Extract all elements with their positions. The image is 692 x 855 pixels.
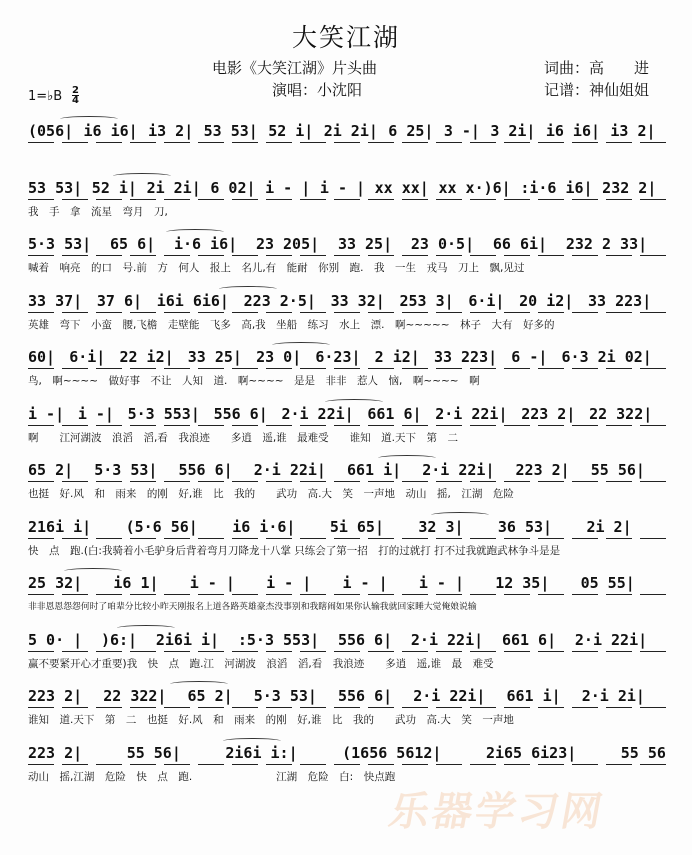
measure: 65 6| bbox=[110, 235, 156, 253]
measure: i6 i6| bbox=[83, 122, 138, 140]
lyric-row: 谁知 道.天下 第 二 也挺 好.风 和 雨来 的刚 好,谁 比 我的 武功 高.大 笑 一声地 bbox=[28, 714, 514, 726]
slur-mark bbox=[166, 229, 224, 235]
lyric-row: 我 手 拿 流星 弯月 刀, bbox=[28, 205, 168, 218]
time-signature bbox=[72, 86, 79, 105]
measure: 2i 2i| bbox=[323, 122, 378, 140]
slur-mark bbox=[272, 342, 330, 348]
measure: xx xx| bbox=[374, 178, 429, 197]
measure: 6·23| bbox=[315, 348, 361, 366]
notation-row bbox=[28, 631, 666, 649]
lyric-row: 啊 江河湖波 浪滔 滔,看 我浪迹 多逍 遥,谁 最难受 谁知 道.天下 第 二 bbox=[28, 431, 459, 444]
measure: 12 35| bbox=[495, 574, 550, 592]
beam-lines bbox=[28, 764, 666, 765]
measure: i6 1| bbox=[113, 574, 159, 592]
measure: 23 0| bbox=[256, 348, 302, 366]
beam-lines bbox=[28, 481, 666, 482]
measure: 23 205| bbox=[255, 235, 320, 253]
beam-lines bbox=[28, 425, 666, 426]
beam-lines bbox=[28, 651, 666, 652]
measure: 2·i 22i| bbox=[413, 687, 486, 705]
measure: 2·i 22i| bbox=[422, 461, 495, 479]
beam-lines bbox=[28, 707, 666, 708]
beam-lines bbox=[28, 368, 666, 369]
measure: 6·i| bbox=[468, 291, 505, 310]
measure: :5·3 553| bbox=[237, 630, 320, 649]
notation-row bbox=[28, 292, 666, 310]
measure: 33 25| bbox=[187, 348, 242, 366]
measure: 52 i| bbox=[268, 122, 314, 140]
measure: 23 0·5| bbox=[410, 235, 475, 253]
notation-row bbox=[28, 461, 666, 479]
measure: 223 2| bbox=[28, 687, 83, 705]
slur-mark bbox=[325, 399, 383, 405]
measure: i3 2| bbox=[610, 122, 656, 140]
measure: 55 56| bbox=[126, 743, 181, 762]
measure: 5·3 553| bbox=[127, 404, 200, 423]
slur-mark bbox=[170, 681, 228, 687]
measure: 2i 2| bbox=[586, 517, 632, 536]
beam-lines bbox=[28, 538, 666, 539]
measure: 37 6| bbox=[96, 291, 143, 310]
measure: 556 6| bbox=[213, 404, 268, 423]
measure: 223 2·5| bbox=[243, 291, 316, 310]
measure: i - | bbox=[418, 574, 464, 592]
lyric-row: 英雄 弯下 小蛮 腰,飞檐 走壁能 飞多 高,我 坐船 练习 水上 漂. 啊~~~~~ 林子 大有 好多的 bbox=[28, 318, 555, 331]
slur-mark bbox=[113, 173, 171, 179]
measure: i - | bbox=[266, 574, 312, 592]
measure: 223 2| bbox=[521, 404, 576, 423]
measure: 5·3 53| bbox=[253, 687, 317, 705]
beam-lines bbox=[28, 312, 666, 313]
measure: )6:| bbox=[100, 630, 138, 649]
lyric-row: 赢不要紧开心才重要)我 快 点 跑.江 河湖波 浪滔 滔,看 我浪迹 多逍 遥,谁 最 难受 bbox=[28, 657, 494, 670]
notation-row bbox=[28, 744, 666, 762]
measure: i6i 6i6| bbox=[156, 291, 229, 310]
measure: xx x·)6| bbox=[438, 178, 511, 197]
slur-mark bbox=[64, 568, 122, 574]
measure: 661 i| bbox=[506, 687, 561, 705]
notation-row bbox=[28, 179, 666, 197]
measure: i - | bbox=[265, 178, 311, 197]
measure: 2i6i i| bbox=[155, 630, 220, 649]
measure: 66 6i| bbox=[492, 235, 548, 253]
measure: 2·i 22i| bbox=[281, 404, 354, 423]
measure: i -| bbox=[77, 404, 114, 423]
slur-mark bbox=[219, 286, 277, 292]
singer: 演唱：小沈阳 bbox=[272, 81, 363, 99]
measure: 3 2i| bbox=[490, 122, 536, 140]
measure: 53 53| bbox=[28, 178, 83, 197]
measure: 60| bbox=[28, 348, 56, 366]
key-signature: 1=♭B bbox=[28, 89, 63, 104]
measure: 5i 65| bbox=[329, 517, 384, 536]
composer: 词曲：高 进 bbox=[544, 59, 650, 77]
measure: 6 02| bbox=[210, 178, 256, 197]
subtitle: 电影《大笑江湖》片头曲 bbox=[212, 59, 378, 77]
measure: 20 i2| bbox=[519, 291, 574, 310]
measure: i·6 i6| bbox=[173, 235, 238, 253]
measure: 253 3| bbox=[399, 291, 454, 310]
time-denominator: 4 bbox=[72, 95, 79, 106]
slur-mark bbox=[117, 625, 175, 631]
measure: 6 25| bbox=[388, 122, 434, 140]
measure: 2i65 6i23| bbox=[485, 743, 577, 762]
measure: 223 2| bbox=[515, 461, 570, 479]
notation-row bbox=[28, 687, 666, 705]
measure: i6 i·6| bbox=[232, 517, 296, 536]
measure: 5 0· | bbox=[28, 630, 83, 649]
measure: 52 i| bbox=[91, 178, 137, 197]
notation-row bbox=[28, 518, 666, 536]
lyric-row: 非非恩恩怨怨何时了咱辈分比较小昨天刚报名上道各路英雄豪杰没事别和我瞎闹如果你认输我就回家睡大觉俺娘说输 bbox=[28, 602, 477, 612]
measure: 33 223| bbox=[588, 291, 652, 310]
notation-row bbox=[28, 574, 666, 592]
slur-mark bbox=[431, 512, 489, 518]
measure: 65 2| bbox=[187, 687, 233, 705]
measure: 33 32| bbox=[330, 291, 385, 310]
measure: i -| bbox=[28, 404, 65, 423]
measure: 556 6| bbox=[178, 461, 233, 479]
measure: 2·i 22i| bbox=[435, 404, 508, 423]
measure: 55 56| bbox=[590, 461, 645, 479]
measure: i - | bbox=[319, 178, 366, 197]
measure: 6 -| bbox=[511, 348, 548, 366]
measure: 32 3| bbox=[418, 517, 464, 536]
measure: 3 -| bbox=[443, 122, 480, 140]
watermark-logo: 乐器学习网 bbox=[385, 788, 609, 835]
measure: 55 56 bbox=[620, 743, 666, 762]
measure: 232 2| bbox=[602, 178, 657, 197]
measure: 5·3 53| bbox=[94, 461, 158, 479]
slur-mark bbox=[378, 455, 436, 461]
measure: 223 2| bbox=[28, 743, 83, 762]
measure: 556 6| bbox=[337, 630, 393, 649]
lyric-row: 动山 摇,江湖 危险 快 点 跑. 江湖 危险 白: 快点跑 bbox=[28, 770, 396, 783]
time-numerator: 2 bbox=[72, 85, 79, 96]
measure: 6·3 2i 02| bbox=[561, 348, 652, 366]
measure: 2·i 22i| bbox=[253, 461, 326, 479]
measure: 33 37| bbox=[28, 291, 83, 310]
measure: i - | bbox=[189, 574, 235, 592]
notation-row bbox=[28, 405, 666, 423]
measure: i3 2| bbox=[148, 122, 194, 140]
beam-lines bbox=[28, 199, 666, 200]
measure: 2·i 2i| bbox=[581, 687, 645, 705]
measure: 22 i2| bbox=[119, 348, 174, 366]
beam-lines bbox=[28, 594, 666, 595]
notation-row bbox=[28, 235, 666, 253]
measure: 661 i| bbox=[347, 461, 402, 479]
measure: 216i i| bbox=[28, 517, 92, 536]
measure: 36 53| bbox=[497, 517, 553, 536]
song-title: 大笑江湖 bbox=[291, 23, 400, 52]
slur-mark bbox=[223, 738, 281, 744]
measure: 22 322| bbox=[103, 687, 167, 705]
measure: 5·3 53| bbox=[28, 235, 92, 253]
lyric-row: 快 点 跑.(白:我骑着小毛驴身后背着弯月刀降龙十八掌 只练会了第一招 打的过就打 打不过我就跑武林争斗是是 bbox=[28, 544, 561, 557]
measure: 661 6| bbox=[501, 630, 557, 649]
lyric-row: 喊着 响亮 的口 号.前 方 何人 报上 名儿,有 能耐 你别 跑. 我 一生 戎马 刀上 飘,见过 bbox=[28, 262, 525, 274]
measure: 2·i 22i| bbox=[410, 630, 484, 649]
measure: 25 32| bbox=[28, 574, 83, 592]
measure: 661 6| bbox=[367, 404, 422, 423]
measure: (1656 5612| bbox=[342, 743, 442, 762]
measure: 33 25| bbox=[337, 235, 393, 253]
measure: i - | bbox=[342, 574, 388, 592]
measure: 556 6| bbox=[337, 687, 393, 705]
measure: 53 53| bbox=[203, 122, 258, 140]
measure: :i·6 i6| bbox=[520, 178, 593, 197]
slur-mark bbox=[60, 116, 118, 122]
notation-row bbox=[28, 122, 666, 140]
lyric-row: 鸟, 啊~~~~ 做好事 不让 人知 道. 啊~~~~ 是是 非非 惹人 恼, 啊~~~~ 啊 bbox=[28, 375, 480, 387]
measure: 05 55| bbox=[580, 574, 635, 592]
measure: (056| bbox=[28, 122, 74, 140]
measure: 6·i| bbox=[69, 348, 106, 366]
measure: 65 2| bbox=[28, 461, 74, 479]
transcriber: 记谱：神仙姐姐 bbox=[544, 81, 650, 99]
measure: i6 i6| bbox=[545, 122, 601, 140]
measure: 2·i 22i| bbox=[574, 630, 648, 649]
measure: 2i 2i| bbox=[146, 178, 201, 197]
measure: (5·6 56| bbox=[125, 517, 198, 536]
notation-row bbox=[28, 348, 666, 366]
measure: 22 322| bbox=[589, 404, 653, 423]
beam-lines bbox=[28, 142, 666, 143]
beam-lines bbox=[28, 255, 666, 256]
lyric-row: 也挺 好.风 和 雨来 的刚 好,谁 比 我的 武功 高.大 笑 一声地 动山 摇, 江湖 危险 bbox=[28, 488, 514, 500]
measure: 2i6i i:| bbox=[225, 743, 298, 762]
measure: 232 2 33| bbox=[565, 235, 648, 253]
measure: 2 i2| bbox=[374, 348, 420, 366]
measure: 33 223| bbox=[433, 348, 498, 366]
